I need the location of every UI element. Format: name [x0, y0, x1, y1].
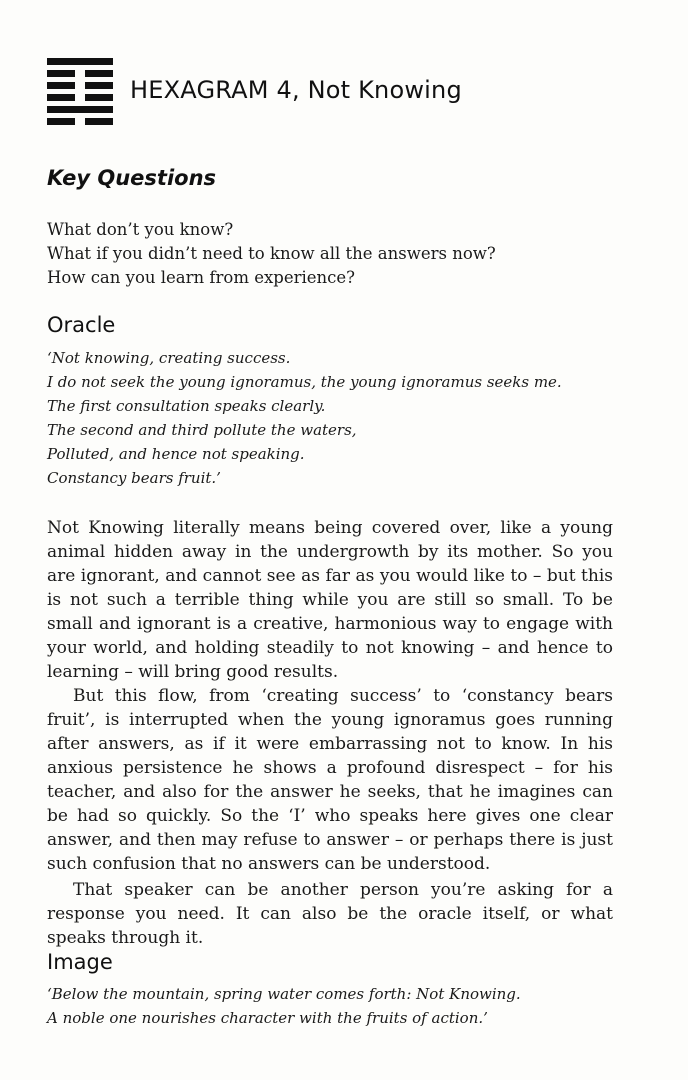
key-question: What if you didn’t need to know all the answers now? — [47, 244, 496, 263]
oracle-line: The second and third pollute the waters, — [47, 421, 357, 439]
key-question: What don’t you know? — [47, 220, 234, 239]
oracle-line: ‘Not knowing, creating success. — [47, 349, 291, 367]
hexagram-line-4 — [47, 82, 113, 89]
body-paragraph: Not Knowing literally means being covered over, like a young animal hidden away in the undergrowth by its mother. So you are ignorant, and cannot see as far as you would like to – but this is not such a terrible thing while you are still so small. To be small and ignorant is a creative, harmonious way to engage with your world, and holding steadily to not knowing – and hence to learning – will bring good results. — [47, 518, 613, 682]
hexagram-line-2 — [47, 106, 113, 113]
hexagram-line-top — [47, 58, 113, 65]
oracle-line: Constancy bears fruit.’ — [47, 469, 221, 487]
chapter-title: HEXAGRAM 4, Not Knowing — [130, 76, 462, 104]
body-paragraph: But this flow, from ‘creating success’ to ‘constancy bears fruit’, is interrupted when the young ignoramus goes running after answers, as if it were embarrassing not to know. In his anxious persistence he shows a profound disrespect – for his teacher, and also for the answer he seeks, that he imagines can be had so quickly. So the ‘I’ who speaks here gives one clear answer, and then may refuse to answer – or perhaps there is just such confusion that no answers can be understood. — [47, 686, 613, 874]
hexagram-line-3 — [47, 94, 113, 101]
key-questions-heading: Key Questions — [47, 166, 217, 190]
hexagram-line-bottom — [47, 118, 113, 125]
oracle-line: Polluted, and hence not speaking. — [47, 445, 305, 463]
oracle-line: I do not seek the young ignoramus, the young ignoramus seeks me. — [47, 373, 562, 391]
oracle-line: The first consultation speaks clearly. — [47, 397, 326, 415]
hexagram-icon — [47, 58, 113, 126]
hexagram-line-5 — [47, 70, 113, 77]
key-question: How can you learn from experience? — [47, 268, 356, 287]
image-line: ‘Below the mountain, spring water comes forth: Not Knowing. — [47, 985, 521, 1003]
oracle-heading: Oracle — [47, 313, 116, 337]
body-paragraph: That speaker can be another person you’re asking for a response you need. It can also be the oracle itself, or what speaks through it. — [47, 880, 613, 948]
image-heading: Image — [47, 950, 113, 974]
image-line: A noble one nourishes character with the fruits of action.’ — [47, 1009, 488, 1027]
